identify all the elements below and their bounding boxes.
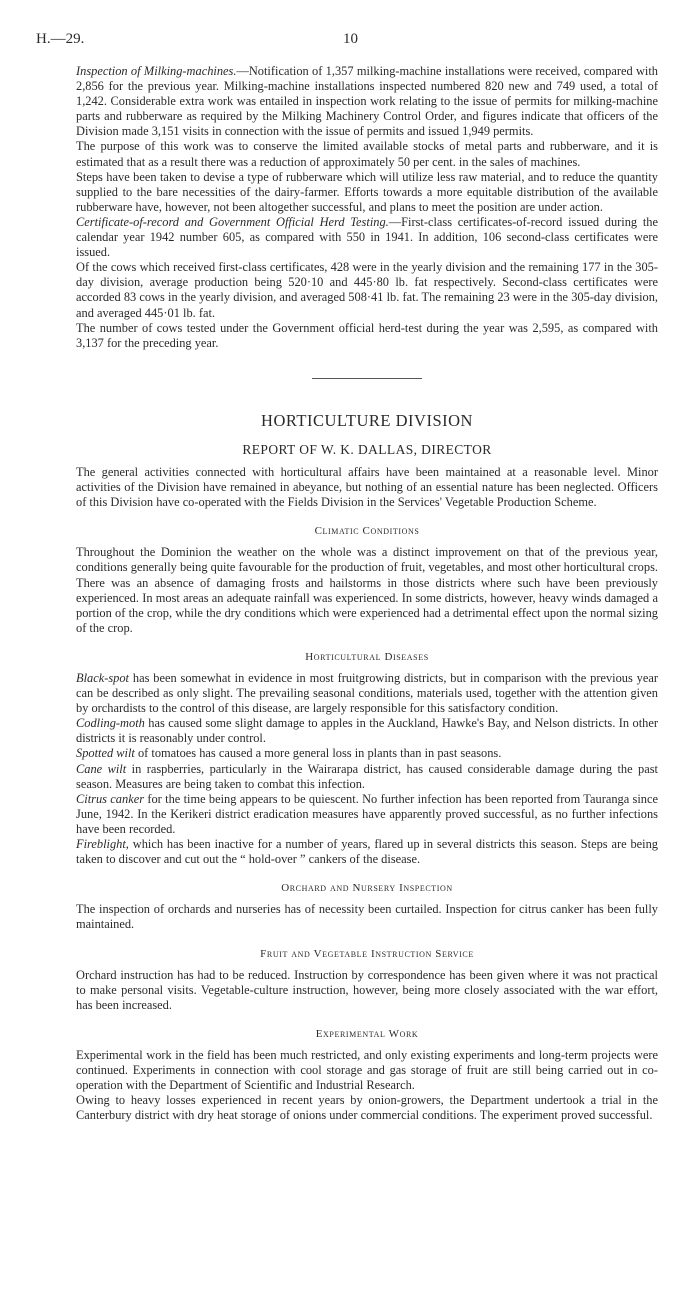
paragraph <box>76 545 658 636</box>
dairy-section <box>76 64 658 351</box>
paragraph-text: has been somewhat in evidence in most fruitgrowing districts, but in comparison with the previous year can be described as only slight. The prevailing seasonal conditions, materials used, together with the attention given by orchardists to the control of this disease, are largely responsible for this satisfactory condition. <box>76 671 658 716</box>
paragraph <box>76 968 658 1013</box>
section-climatic-conditions <box>76 524 658 636</box>
paragraph-text: Experimental work in the field has been much restricted, and only existing experiments and long-term projects were continued. Experiments in connection with cool storage and gas storage of fruit are still being carried out in co-operation with the Department of Scientific and Industrial Research. <box>76 1047 658 1093</box>
paragraph <box>76 321 658 351</box>
paragraph-text: The number of cows tested under the Government official herd-test during the year was 2,595, as compared with 3,137 for the preceding year. <box>76 320 658 350</box>
paragraph <box>76 792 658 837</box>
paragraph-text: which has been inactive for a number of years, flared up in several districts this season. Steps are being taken to discover and cut out the “ hold-over ” cankers of the disease. <box>76 837 658 867</box>
section-heading: Climatic Conditions <box>314 525 420 538</box>
paragraph <box>76 716 658 746</box>
paragraph-lead: Spotted wilt <box>76 746 135 761</box>
paragraph <box>76 260 658 320</box>
paragraph <box>76 465 658 510</box>
paragraph-text: Throughout the Dominion the weather on the whole was a distinct improvement on that of the previous year, conditions generally being quite favourable for the production of fruit, vegetables, and most other horticultural crops. There was an absence of damaging frosts and hailstorms in those districts where such have been previously experienced. In most areas an adequate rainfall was experienced. In some districts, however, heavy winds damaged a portion of the crop, while the dry conditions which were experienced had a detrimental effect upon the normal sizing of the crop. <box>76 545 658 635</box>
section-divider <box>312 378 422 379</box>
page-number: 10 <box>343 31 358 47</box>
paragraph-lead: Inspection of Milking-machines. <box>76 64 237 78</box>
paragraph <box>76 837 658 867</box>
section-horticultural-diseases <box>76 650 658 867</box>
division-title: HORTICULTURE DIVISION <box>261 410 473 430</box>
paragraph-text: Orchard instruction has had to be reduced. Instruction by correspondence has been given where it was not practical to make personal visits. Vegetable-culture instruction, however, being more closely associated with the war effort, has been increased. <box>76 967 658 1012</box>
paragraph <box>76 1093 658 1123</box>
paragraph-text: The purpose of this work was to conserve the limited available stocks of metal parts and rubberware, and it is estimated that as a result there was a reduction of approximately 50 per cent. in the sales of machines. <box>76 139 658 169</box>
paragraph-lead: Citrus canker <box>76 791 145 806</box>
paragraph-text: for the time being appears to be quiescent. No further infection has been reported from Tauranga since June, 1942. In the Kerikeri district eradication measures have apparently proved successful, as no further infections have been recorded. <box>76 791 658 836</box>
paragraph-lead: Codling-moth <box>76 716 145 731</box>
paragraph-text: The inspection of orchards and nurseries has of necessity been curtailed. Inspection for citrus canker has been fully maintained. <box>76 902 658 932</box>
paragraph-text: —Notification of 1,357 milking-machine installations were received, compared with 2,856 for the previous year. Milking-machine installations inspected numbered 820 new and 749 used, a total of 1,242. Considerable extra work was entailed in inspection work relating to the issue of permits for milking-machine parts and rubberware as required by the Milking Machinery Control Order, and figures indicate that officers of the Division made 3,151 visits in connection with the issue of permits and issued 1,949 permits. <box>76 64 658 139</box>
paragraph-text: in raspberries, particularly in the Wairarapa district, has caused considerable damage during the past season. Measures are being taken to combat this infection. <box>76 761 658 791</box>
paragraph <box>76 762 658 792</box>
paragraph-text: Owing to heavy losses experienced in recent years by onion-growers, the Department undertook a trial in the Canterbury district with dry heat storage of onions under commercial conditions. The experiment proved successful. <box>76 1093 658 1123</box>
section-orchard-inspection <box>76 881 658 932</box>
report-title: REPORT OF W. K. DALLAS, DIRECTOR <box>242 441 492 457</box>
paragraph <box>76 902 658 932</box>
section-experimental-work <box>76 1027 658 1124</box>
section-heading: Experimental Work <box>315 1027 419 1040</box>
paragraph-lead: Fireblight, <box>76 837 129 852</box>
paragraph-text: —First-class certificates-of-record issued during the calendar year 1942 number 605, as compared with 550 in 1941. In addition, 106 second-class certificates were issued. <box>76 214 658 260</box>
paragraph-text: Of the cows which received first-class certificates, 428 were in the yearly division and the remaining 177 in the 305-day division, average production being 520·10 and 445·80 lb. fat respectively. Second-class certificates were accorded 83 cows in the yearly division, and averaged 508·41 lb. fat. The remaining 23 were in the 305-day division, and averaged 445·01 lb. fat. <box>76 260 658 320</box>
paragraph-text: The general activities connected with horticultural affairs have been maintained at a reasonable level. Minor activities of the Division have remained in abeyance, but nothing of an essential nature has been neglected. Officers of this Division have co-operated with the Fields Division in the Services' Vegetable Production Scheme. <box>76 464 658 510</box>
page-header <box>36 31 660 51</box>
paragraph <box>76 64 658 139</box>
paragraph <box>76 215 658 260</box>
paragraph <box>76 671 658 716</box>
paragraph <box>76 139 658 169</box>
paragraph-text: Steps have been taken to devise a type of rubberware which will utilize less raw material, and to reduce the quantity supplied to the bare necessities of the dairy-farmer. Efforts towards a more equitable distribution of the available rubberware have, however, not been altogether successful, and plans to meet the position are under action. <box>76 169 658 214</box>
paragraph-lead: Cane wilt <box>76 761 127 776</box>
section-heading: Fruit and Vegetable Instruction Service <box>260 947 474 960</box>
section-heading: Horticultural Diseases <box>305 650 429 663</box>
paragraph <box>76 1048 658 1093</box>
paragraph-text: has caused some slight damage to apples in the Auckland, Hawke's Bay, and Nelson districts. In other districts it is reasonably under control. <box>76 716 658 746</box>
paragraph <box>76 746 658 761</box>
section-heading: Orchard and Nursery Inspection <box>281 882 453 895</box>
paragraph-lead: Certificate-of-record and Government Official Herd Testing. <box>76 214 389 229</box>
paragraph <box>76 170 658 215</box>
section-instruction-service <box>76 947 658 1013</box>
page-body <box>76 64 658 1123</box>
paragraph-lead: Black-spot <box>76 671 129 685</box>
report-reference: H.—29. <box>36 31 85 47</box>
paragraph-text: of tomatoes has caused a more general loss in plants than in past seasons. <box>134 746 502 761</box>
